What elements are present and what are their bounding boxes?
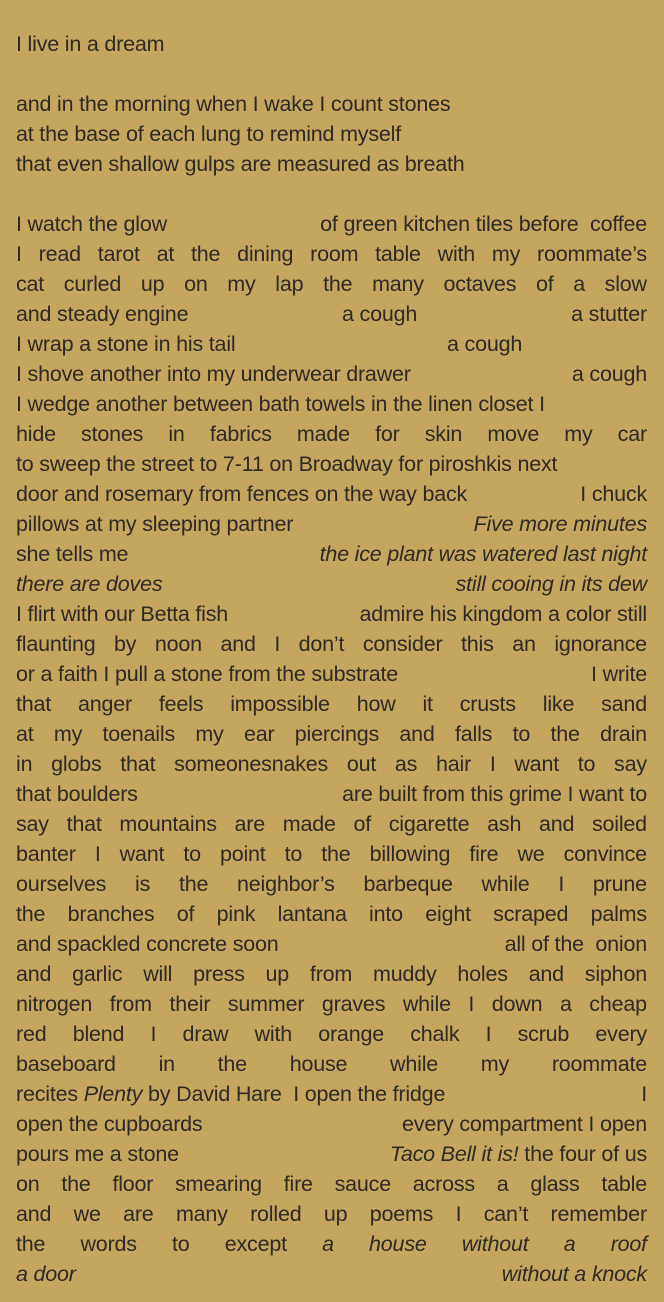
- line-text: a cough: [447, 332, 523, 356]
- word: press: [193, 962, 245, 986]
- word: chalk: [410, 1022, 460, 1046]
- poem-line: [16, 359, 647, 389]
- word: tarot: [97, 242, 140, 266]
- word: up: [323, 1202, 348, 1226]
- line-text: I shove another into my underwear drawer: [16, 362, 411, 386]
- word: of: [176, 902, 195, 926]
- line-text: of green kitchen tiles before coffee: [320, 212, 647, 236]
- poem-line: [16, 1079, 647, 1109]
- line-text: every compartment I open: [402, 1112, 647, 1136]
- word: flaunting: [16, 632, 96, 656]
- word: room: [310, 242, 359, 266]
- word: in: [168, 422, 185, 446]
- word: is: [135, 872, 151, 896]
- word: toenails: [102, 722, 175, 746]
- word: want: [514, 752, 559, 776]
- word: the: [61, 1172, 91, 1196]
- word: lap: [275, 272, 304, 296]
- word: with: [437, 242, 476, 266]
- word: rolled: [250, 1202, 302, 1226]
- poem-line: [16, 1169, 647, 1199]
- word: sand: [601, 692, 647, 716]
- word: say: [614, 752, 647, 776]
- line-text: a door: [16, 1262, 76, 1286]
- line-text: are built from this grime I want to: [342, 782, 647, 806]
- word: globs: [51, 752, 102, 776]
- line-text: I wedge another between bath towels in the linen closet I: [16, 392, 545, 416]
- word: I: [94, 842, 101, 866]
- word: scrub: [517, 1022, 570, 1046]
- line-text: a stutter: [571, 302, 647, 326]
- word: crusts: [459, 692, 516, 716]
- poem-line: [16, 749, 647, 779]
- word: my: [491, 242, 521, 266]
- poem-line: [16, 1259, 647, 1289]
- poem-line: [16, 1229, 647, 1259]
- word: remember: [550, 1202, 647, 1226]
- word: blend: [72, 1022, 125, 1046]
- word: without: [461, 1232, 529, 1256]
- word: point: [219, 842, 266, 866]
- poem-line: [16, 599, 647, 629]
- word: by: [114, 632, 137, 656]
- line-text: door and rosemary from fences on the way back: [16, 482, 468, 506]
- word: while: [402, 992, 451, 1016]
- word: hide: [16, 422, 56, 446]
- word: from: [109, 992, 152, 1016]
- word: as: [394, 752, 418, 776]
- word: I: [150, 1022, 157, 1046]
- word: someonesnakes: [174, 752, 329, 776]
- word: we: [73, 1202, 101, 1226]
- word: I: [274, 632, 281, 656]
- line-text: still cooing in its dew: [455, 572, 647, 596]
- word: piercings: [294, 722, 380, 746]
- word: the: [321, 842, 351, 866]
- poem-line: [16, 479, 647, 509]
- word: octaves: [443, 272, 517, 296]
- word: smearing: [175, 1172, 262, 1196]
- word: lantana: [277, 902, 347, 926]
- word: a: [559, 992, 572, 1016]
- line-text: she tells me: [16, 542, 129, 566]
- poem-line: [16, 809, 647, 839]
- word: every: [595, 1022, 647, 1046]
- word: slow: [604, 272, 647, 296]
- word: many: [175, 1202, 228, 1226]
- line-text: at the base of each lung to remind myself: [16, 122, 401, 146]
- word: say: [16, 812, 49, 836]
- word: draw: [182, 1022, 229, 1046]
- line-text: I: [641, 1082, 647, 1106]
- word: with: [254, 1022, 292, 1046]
- poem-line: [16, 299, 647, 329]
- word: roommate’s: [537, 242, 647, 266]
- word: the: [217, 1052, 247, 1076]
- poem-line: [16, 119, 647, 149]
- word: noon: [154, 632, 202, 656]
- word: billowing: [369, 842, 451, 866]
- line-text: all of the onion: [504, 932, 647, 956]
- word: impossible: [230, 692, 330, 716]
- poem-line: [16, 929, 647, 959]
- poem-line: [16, 89, 647, 119]
- poem-line: [16, 779, 647, 809]
- poem-line: [16, 719, 647, 749]
- word: eight: [425, 902, 471, 926]
- word: can’t: [483, 1202, 529, 1226]
- word: that: [66, 812, 102, 836]
- word: glass: [530, 1172, 580, 1196]
- word: roof: [610, 1232, 647, 1256]
- word: to: [172, 1232, 190, 1256]
- word: table: [601, 1172, 647, 1196]
- poem-line: [16, 509, 647, 539]
- word: made: [282, 812, 336, 836]
- word: pink: [216, 902, 256, 926]
- poem-line: [16, 899, 647, 929]
- word: house: [289, 1052, 348, 1076]
- poem-line: [16, 1139, 647, 1169]
- word: the: [190, 242, 221, 266]
- line-text: there are doves: [16, 572, 163, 596]
- poem-line: [16, 29, 647, 59]
- word: cigarette: [388, 812, 470, 836]
- line-text: Plenty: [83, 1082, 143, 1106]
- word: neighbor’s: [237, 872, 335, 896]
- word: and: [16, 962, 52, 986]
- word: anger: [77, 692, 132, 716]
- word: nitrogen: [16, 992, 93, 1016]
- word: curled: [63, 272, 122, 296]
- word: many: [372, 272, 424, 296]
- poem: [16, 29, 647, 1289]
- word: red: [16, 1022, 47, 1046]
- word: while: [390, 1052, 439, 1076]
- word: house: [369, 1232, 427, 1256]
- poem-line: [16, 389, 647, 419]
- line-text: a cough: [342, 302, 418, 326]
- word: on: [184, 272, 208, 296]
- word: the: [323, 272, 353, 296]
- word: my: [195, 722, 224, 746]
- word: stones: [81, 422, 144, 446]
- word: to: [577, 752, 596, 776]
- line-text: I flirt with our Betta fish: [16, 602, 229, 626]
- word: a: [563, 1232, 576, 1256]
- line-text: or a faith I pull a stone from the substrate: [16, 662, 398, 686]
- line-text: to sweep the street to 7-11 on Broadway for piroshkis next: [16, 452, 558, 476]
- word: this: [461, 632, 494, 656]
- word: for: [375, 422, 400, 446]
- word: it: [422, 692, 433, 716]
- poem-line: [16, 1019, 647, 1049]
- poem-line: [16, 1049, 647, 1079]
- word: made: [296, 422, 350, 446]
- word: don’t: [298, 632, 345, 656]
- word: the: [16, 902, 46, 926]
- line-text: pours me a stone: [16, 1142, 179, 1166]
- word: want: [119, 842, 165, 866]
- word: consider: [362, 632, 443, 656]
- word: the: [178, 872, 209, 896]
- word: my: [564, 422, 593, 446]
- word: their: [169, 992, 211, 1016]
- word: in: [16, 752, 33, 776]
- word: my: [53, 722, 83, 746]
- line-text: and in the morning when I wake I count stones: [16, 92, 451, 116]
- line-text: the four of us: [518, 1142, 647, 1166]
- word: summer: [227, 992, 305, 1016]
- line-text: by David Hare I open the fridge: [142, 1082, 446, 1106]
- word: soiled: [591, 812, 647, 836]
- word: up: [140, 272, 165, 296]
- poem-line: [16, 329, 647, 359]
- poem-line: [16, 1199, 647, 1229]
- word: on: [16, 1172, 40, 1196]
- line-text: Five more minutes: [473, 512, 647, 536]
- line-text: Taco Bell it is!: [389, 1142, 519, 1166]
- line-text: recites: [16, 1082, 84, 1106]
- word: ourselves: [16, 872, 107, 896]
- word: words: [80, 1232, 137, 1256]
- word: a: [322, 1232, 334, 1256]
- word: my: [227, 272, 256, 296]
- word: a: [496, 1172, 509, 1196]
- word: scraped: [493, 902, 569, 926]
- stanza-break: [16, 59, 647, 89]
- line-text: I chuck: [580, 482, 647, 506]
- line-text: and spackled concrete soon: [16, 932, 279, 956]
- word: prune: [592, 872, 647, 896]
- word: floor: [112, 1172, 154, 1196]
- line-text: and steady engine: [16, 302, 189, 326]
- word: a: [573, 272, 585, 296]
- line-text: I live in a dream: [16, 32, 165, 56]
- word: of: [535, 272, 554, 296]
- word: and: [220, 632, 256, 656]
- word: while: [481, 872, 530, 896]
- word: I: [558, 872, 565, 896]
- word: cheap: [589, 992, 647, 1016]
- word: from: [309, 962, 353, 986]
- word: car: [617, 422, 647, 446]
- word: orange: [318, 1022, 384, 1046]
- line-text: the ice plant was watered last night: [319, 542, 647, 566]
- word: my: [480, 1052, 510, 1076]
- word: to: [183, 842, 201, 866]
- word: at: [156, 242, 175, 266]
- word: I: [468, 992, 475, 1016]
- word: cat: [16, 272, 45, 296]
- word: move: [487, 422, 540, 446]
- word: ear: [243, 722, 275, 746]
- word: up: [265, 962, 290, 986]
- word: fire: [469, 842, 499, 866]
- word: fire: [283, 1172, 313, 1196]
- word: barbeque: [363, 872, 453, 896]
- word: I: [455, 1202, 462, 1226]
- word: mountains: [119, 812, 217, 836]
- word: drain: [600, 722, 647, 746]
- word: are: [123, 1202, 154, 1226]
- line-text: that even shallow gulps are measured as breath: [16, 152, 465, 176]
- poem-line: [16, 419, 647, 449]
- word: in: [158, 1052, 175, 1076]
- word: falls: [455, 722, 493, 746]
- word: hair: [435, 752, 472, 776]
- word: muddy: [372, 962, 437, 986]
- word: baseboard: [16, 1052, 116, 1076]
- word: and: [538, 812, 575, 836]
- word: how: [356, 692, 396, 716]
- word: feels: [158, 692, 204, 716]
- word: like: [542, 692, 575, 716]
- poem-line: [16, 659, 647, 689]
- word: of: [353, 812, 371, 836]
- line-text: admire his kingdom a color still: [359, 602, 647, 626]
- word: the: [16, 1232, 46, 1256]
- word: are: [234, 812, 266, 836]
- word: into: [369, 902, 403, 926]
- line-text: that boulders: [16, 782, 138, 806]
- poem-line: [16, 989, 647, 1019]
- word: the: [550, 722, 580, 746]
- word: dining: [237, 242, 294, 266]
- word: skin: [424, 422, 463, 446]
- word: banter: [16, 842, 76, 866]
- word: at: [16, 722, 34, 746]
- line-text: pillows at my sleeping partner: [16, 512, 294, 536]
- word: that: [16, 692, 52, 716]
- word: ash: [487, 812, 522, 836]
- poem-line: [16, 269, 647, 299]
- poem-line: [16, 209, 647, 239]
- word: garlic: [72, 962, 123, 986]
- poem-line: [16, 239, 647, 269]
- word: I: [485, 1022, 492, 1046]
- line-text: I wrap a stone in his tail: [16, 332, 236, 356]
- word: I: [16, 242, 22, 266]
- poem-line: [16, 449, 647, 479]
- poem-line: [16, 869, 647, 899]
- poem-line: [16, 569, 647, 599]
- line-text: a cough: [571, 362, 647, 386]
- line-text: I watch the glow: [16, 212, 167, 236]
- word: ignorance: [554, 632, 647, 656]
- word: across: [412, 1172, 475, 1196]
- word: siphon: [584, 962, 647, 986]
- line-text: I write: [591, 662, 647, 686]
- poem-line: [16, 689, 647, 719]
- word: graves: [321, 992, 386, 1016]
- line-text: [390, 1139, 647, 1169]
- poem-line: [16, 149, 647, 179]
- word: out: [346, 752, 377, 776]
- word: we: [517, 842, 545, 866]
- word: roommate: [551, 1052, 647, 1076]
- word: except: [224, 1232, 287, 1256]
- word: poems: [369, 1202, 434, 1226]
- line-text: open the cupboards: [16, 1112, 203, 1136]
- word: palms: [590, 902, 647, 926]
- word: sauce: [334, 1172, 391, 1196]
- word: branches: [67, 902, 155, 926]
- word: to: [512, 722, 531, 746]
- poem-line: [16, 1109, 647, 1139]
- word: table: [375, 242, 421, 266]
- stanza-break: [16, 179, 647, 209]
- word: I: [489, 752, 496, 776]
- word: to: [284, 842, 303, 866]
- poem-line: [16, 629, 647, 659]
- word: an: [512, 632, 536, 656]
- word: convince: [563, 842, 647, 866]
- word: down: [491, 992, 543, 1016]
- word: will: [143, 962, 173, 986]
- word: holes: [457, 962, 508, 986]
- poem-line: [16, 959, 647, 989]
- word: that: [120, 752, 156, 776]
- word: read: [38, 242, 81, 266]
- word: and: [16, 1202, 52, 1226]
- word: and: [528, 962, 564, 986]
- poem-line: [16, 539, 647, 569]
- word: fabrics: [209, 422, 272, 446]
- line-text: without a knock: [501, 1262, 647, 1286]
- word: and: [399, 722, 435, 746]
- poem-line: [16, 839, 647, 869]
